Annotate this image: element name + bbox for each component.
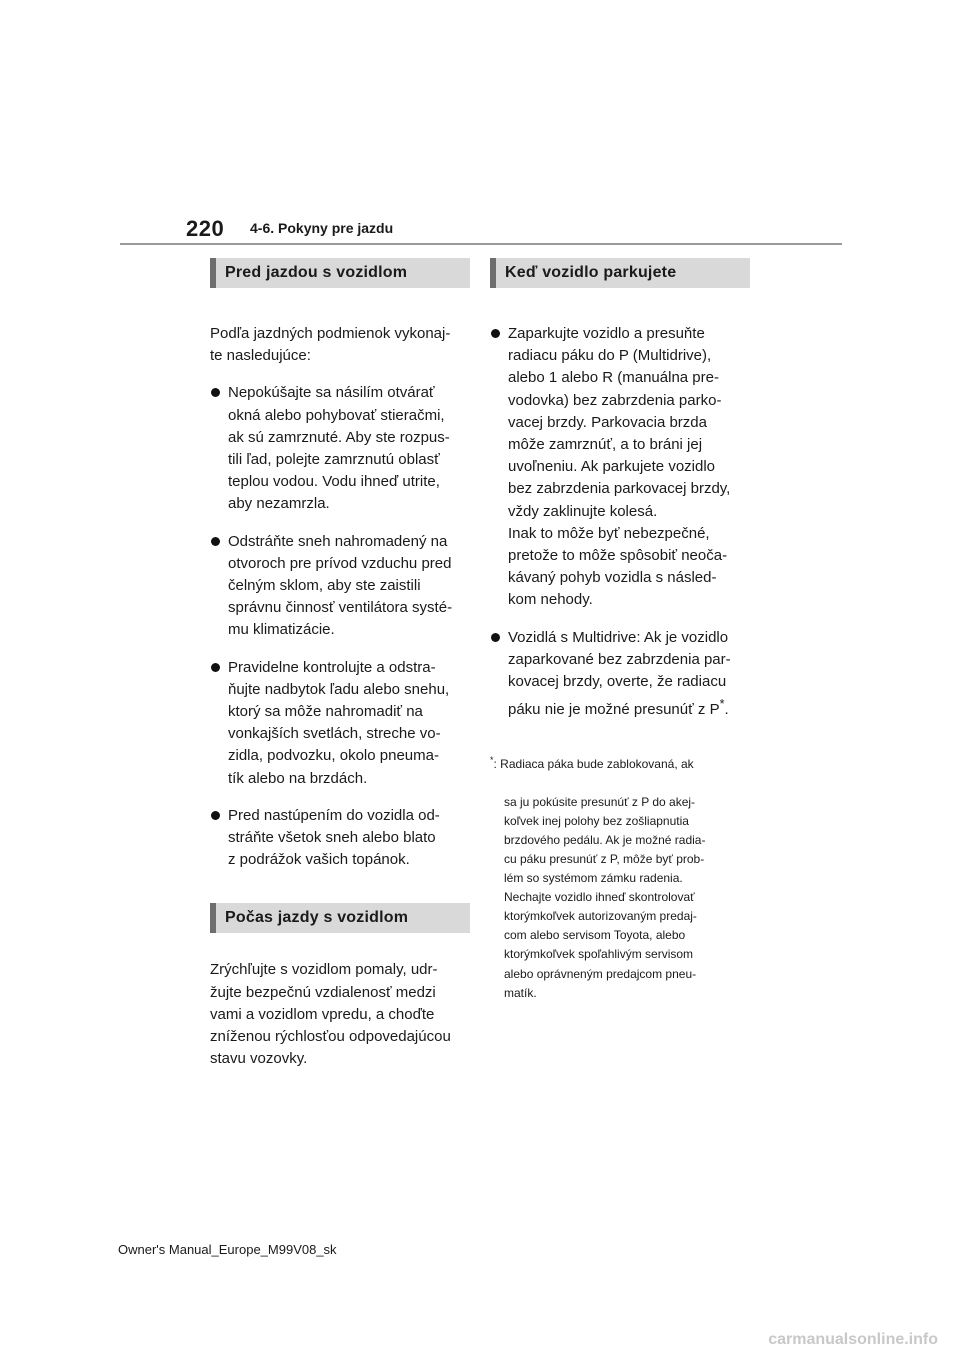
footnote [490, 731, 750, 1021]
while-driving-paragraph: Zrýchľujte s vozidlom pomaly, udr- žujte bezpečnú vzdialenosť medzi vami a vozidlom vpredu, a choďte zníženou rýchlosťou odpovedajúcou stavu vozovky. [210, 961, 451, 1068]
list-item-text: Nepokúšajte sa násilím otvárať okná alebo pohybovať stieračmi, ak sú zamrznuté. Aby ste rozpus- tili ľad, polejte zamrznutú oblasť teplou vodou. Vodu ihneď utrite, aby nezamrzla. [228, 384, 450, 513]
bullet-icon [211, 537, 220, 546]
bullet-icon [211, 388, 220, 397]
intro-paragraph: Podľa jazdných podmienok vykonaj- te nasledujúce: [210, 325, 451, 365]
watermark: carmanualsonline.info [768, 1331, 938, 1348]
footnote-first-line [490, 751, 750, 774]
list-item-text: Vozidlá s Multidrive: Ak je vozidlo zaparkované bez zabrzdenia par- kovacej brzdy, overte, že radiacu páku nie je možné presunúť z P [508, 628, 731, 719]
list-item [210, 805, 470, 872]
list-item-text: Pred nastúpením do vozidla od- stráňte všetok sneh alebo blato z podrážok vašich topánok. [228, 806, 440, 869]
list-item [490, 323, 750, 612]
list-item [210, 382, 470, 515]
list-item [210, 657, 470, 790]
right-column [490, 258, 750, 1022]
list-item-text-end: . [724, 701, 729, 719]
heading-before-driving: Pred jazdou s vozidlom [210, 258, 470, 288]
manual-id: Owner's Manual_Europe_M99V08_sk [118, 1242, 337, 1257]
heading-while-driving: Počas jazdy s vozidlom [210, 903, 470, 933]
bullet-icon [491, 633, 500, 642]
list-item [490, 627, 750, 722]
footnote-lead: : Radiaca páka bude zablokovaná, ak [493, 756, 694, 771]
bullet-icon [211, 811, 220, 820]
list-item-text: Pravidelne kontrolujte a odstra- ňujte nadbytok ľadu alebo snehu, ktorý sa môže nahromadiť na vonkajších svetlách, streche vo- zidla, podvozku, okolo pneuma- tík alebo na brzdách. [228, 658, 450, 787]
before-driving-list [210, 382, 470, 871]
footnote-marker: * [490, 754, 494, 765]
header-divider [120, 243, 842, 245]
footnote-body: sa ju pokúsite presunúť z P do akej- koľvek inej polohy bez zošliapnutia brzdového pedálu. Ak je možné radia- cu páku presunúť z P, môže byť prob- lém so systémom zámku radenia. Nechajte vozidlo ihneď skontrolovať ktorýmkoľvek autorizovaným predaj- com alebo servisom Toyota, alebo ktorýmkoľvek spoľahlivým servisom alebo oprávneným predajcom pneu- matík. [504, 794, 706, 1000]
left-column [210, 258, 470, 1070]
section-title: 4-6. Pokyny pre jazdu [250, 220, 394, 236]
list-item [210, 531, 470, 642]
bullet-icon [491, 329, 500, 338]
list-item-text: Zaparkujte vozidlo a presuňte radiacu páku do P (Multidrive), alebo 1 alebo R (manuálna pre- vodovka) bez zabrzdenia parko- vacej brzdy. Parkovacia brzda môže zamrznúť, a to bráni jej uvoľneniu. Ak parkujete vozidlo bez zabrzdenia parkovacej brzdy, vždy zaklinujte kolesá. Inak to môže byť nebezpečné, pretože to môže spôsobiť neoča- kávaný pohyb vozidla s násled- kom nehody. [508, 325, 731, 609]
list-item-text: Odstráňte sneh nahromadený na otvoroch pre prívod vzduchu pred čelným sklom, aby ste zaistili správnu činnosť ventilátora systé- mu klimatizácie. [228, 532, 453, 639]
parking-list [490, 323, 750, 721]
heading-parking: Keď vozidlo parkujete [490, 258, 750, 288]
page-number: 220 [186, 216, 225, 241]
footnote-marker: * [719, 697, 725, 712]
bullet-icon [211, 663, 220, 672]
